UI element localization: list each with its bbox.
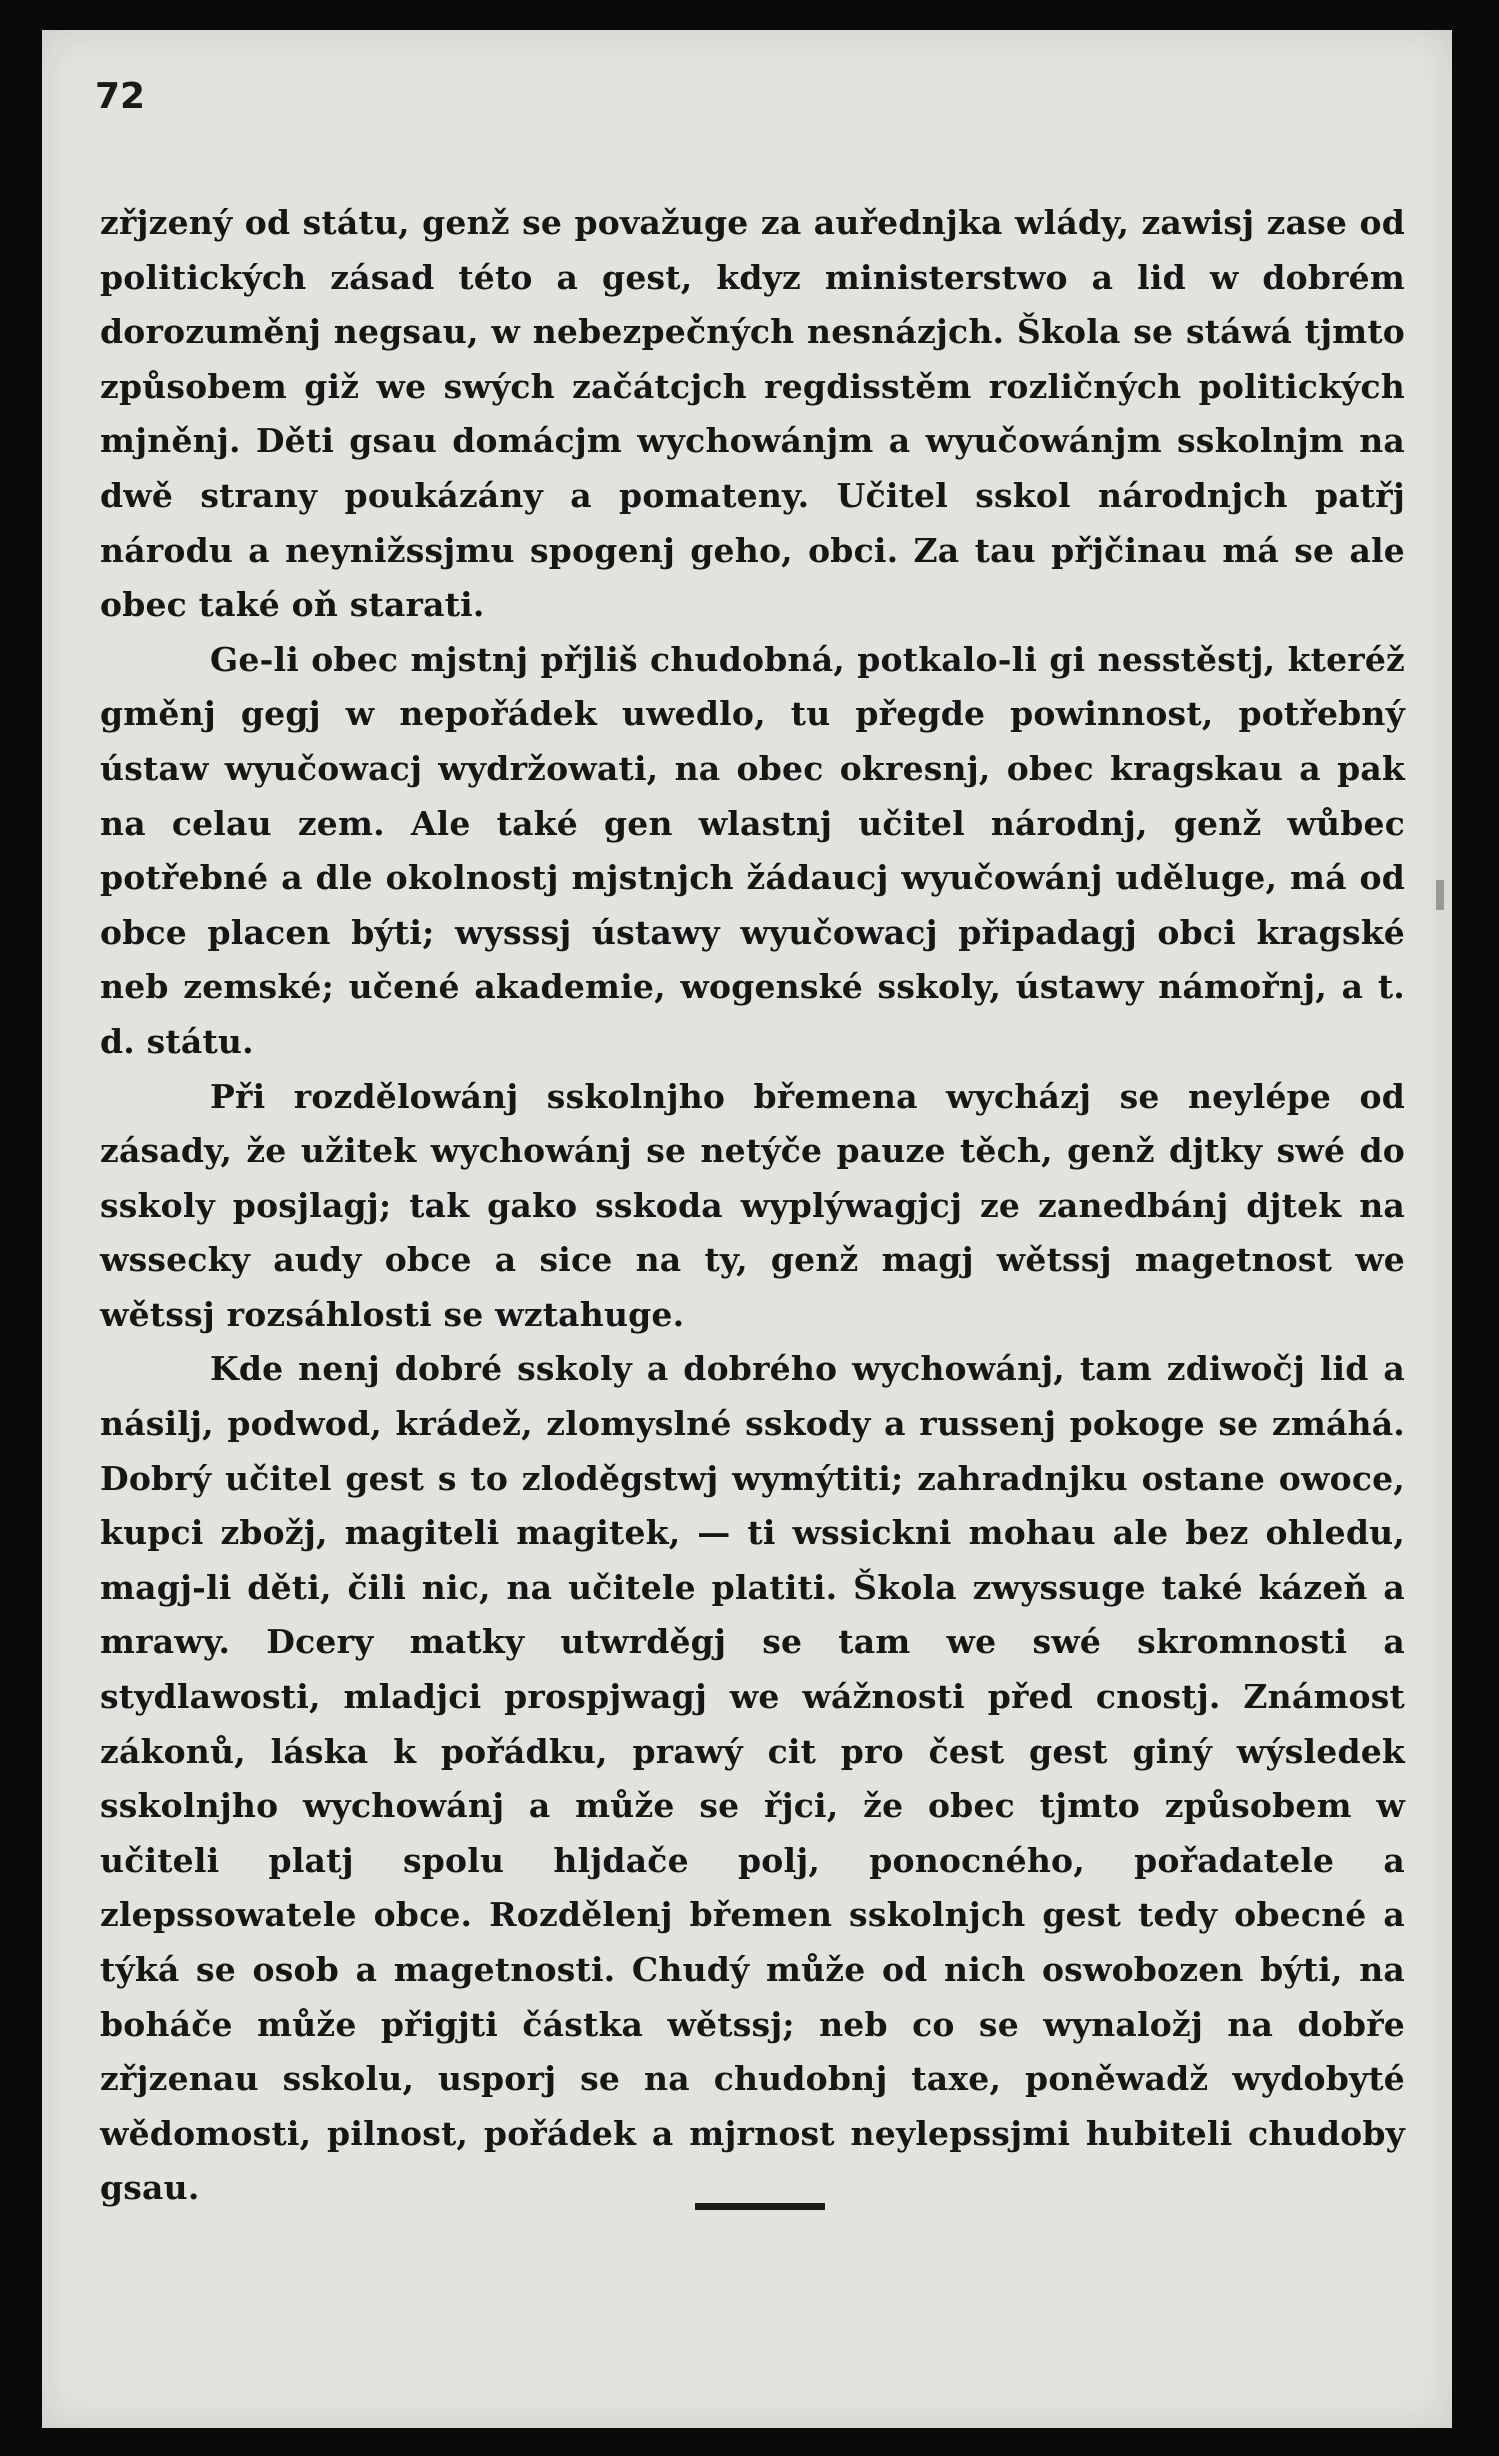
body-text xyxy=(100,196,1405,2216)
paragraph-1: zřjzený od státu, genž se považuge za auřednjka wlády, zawisj zase od politických zásad této a gest, kdyz ministerstwo a lid w dobrém dorozuměnj negsau, w nebezpečných nesnázjch. Škola se stáwá tjmto způsobem giž we swých začátcjch regdisstěm rozličných politických mjněnj. Děti gsau domácjm wychowánjm a wyučowánjm sskolnjm na dwě strany poukázány a pomateny. Učitel sskol národnjch patřj národu a neynižssjmu spogenj geho, obci. Za tau přjčinau má se ale obec také oň starati. xyxy=(100,203,1405,625)
paragraph-3: Při rozdělowánj sskolnjho břemena wycházj se neylépe od zásady, že užitek wychowánj se netýče pauze těch, genž djtky swé do sskoly posjlagj; tak gako sskoda wyplýwagjcj ze zanedbánj djtek na wssecky audy obce a sice na ty, genž magj wětssj magetnost we wětssj rozsáhlosti se wztahuge. xyxy=(100,1076,1405,1334)
end-rule-divider xyxy=(695,2203,825,2210)
page-number: 72 xyxy=(95,76,146,117)
paragraph-2: Ge-li obec mjstnj přjliš chudobná, potkalo-li gi nesstěstj, kteréž gměnj gegj w nepořádek uwedlo, tu přegde powinnost, potřebný ústaw wyučowacj wydržowati, na obec okresnj, obec kragskau a pak na celau zem. Ale také gen wlastnj učitel národnj, genž wůbec potřebné a dle okolnostj mjstnjch žádaucj wyučowánj uděluge, má od obce placen býti; wysssj ústawy wyučowacj připadagj obci kragské neb zemské; učené akademie, wogenské sskoly, ústawy námořnj, a t. d. státu. xyxy=(100,639,1405,1061)
page-edge-mark xyxy=(1436,880,1444,910)
paragraph-4: Kde nenj dobré sskoly a dobrého wychowánj, tam zdiwočj lid a násilj, podwod, krádež, zlomyslné sskody a russenj pokoge se zmáhá. Dobrý učitel gest s to zloděgstwj wymýtiti; zahradnjku ostane owoce, kupci zbožj, magiteli magitek, — ti wssickni mohau ale bez ohledu, magj-li děti, čili nic, na učitele platiti. Škola zwyssuge také kázeň a mrawy. Dcery matky utwrděgj se tam we swé skromnosti a stydlawosti, mladjci prospjwagj we wážnosti před cnostj. Známost zákonů, láska k pořádku, prawý cit pro čest gest giný wýsledek sskolnjho wychowánj a může se řjci, že obec tjmto způsobem w učiteli platj spolu hljdače polj, ponocného, pořadatele a zlepssowatele obce. Rozdělenj břemen sskolnjch gest tedy obecné a týká se osob a magetnosti. Chudý může od nich oswobozen býti, na boháče může přigjti částka wětssj; neb co se wynaložj na dobře zřjzenau sskolu, usporj se na chudobnj taxe, poněwadž wydobyté wědomosti, pilnost, pořádek a mjrnost neylepssjmi hubiteli chudoby gsau. xyxy=(100,1349,1405,2208)
